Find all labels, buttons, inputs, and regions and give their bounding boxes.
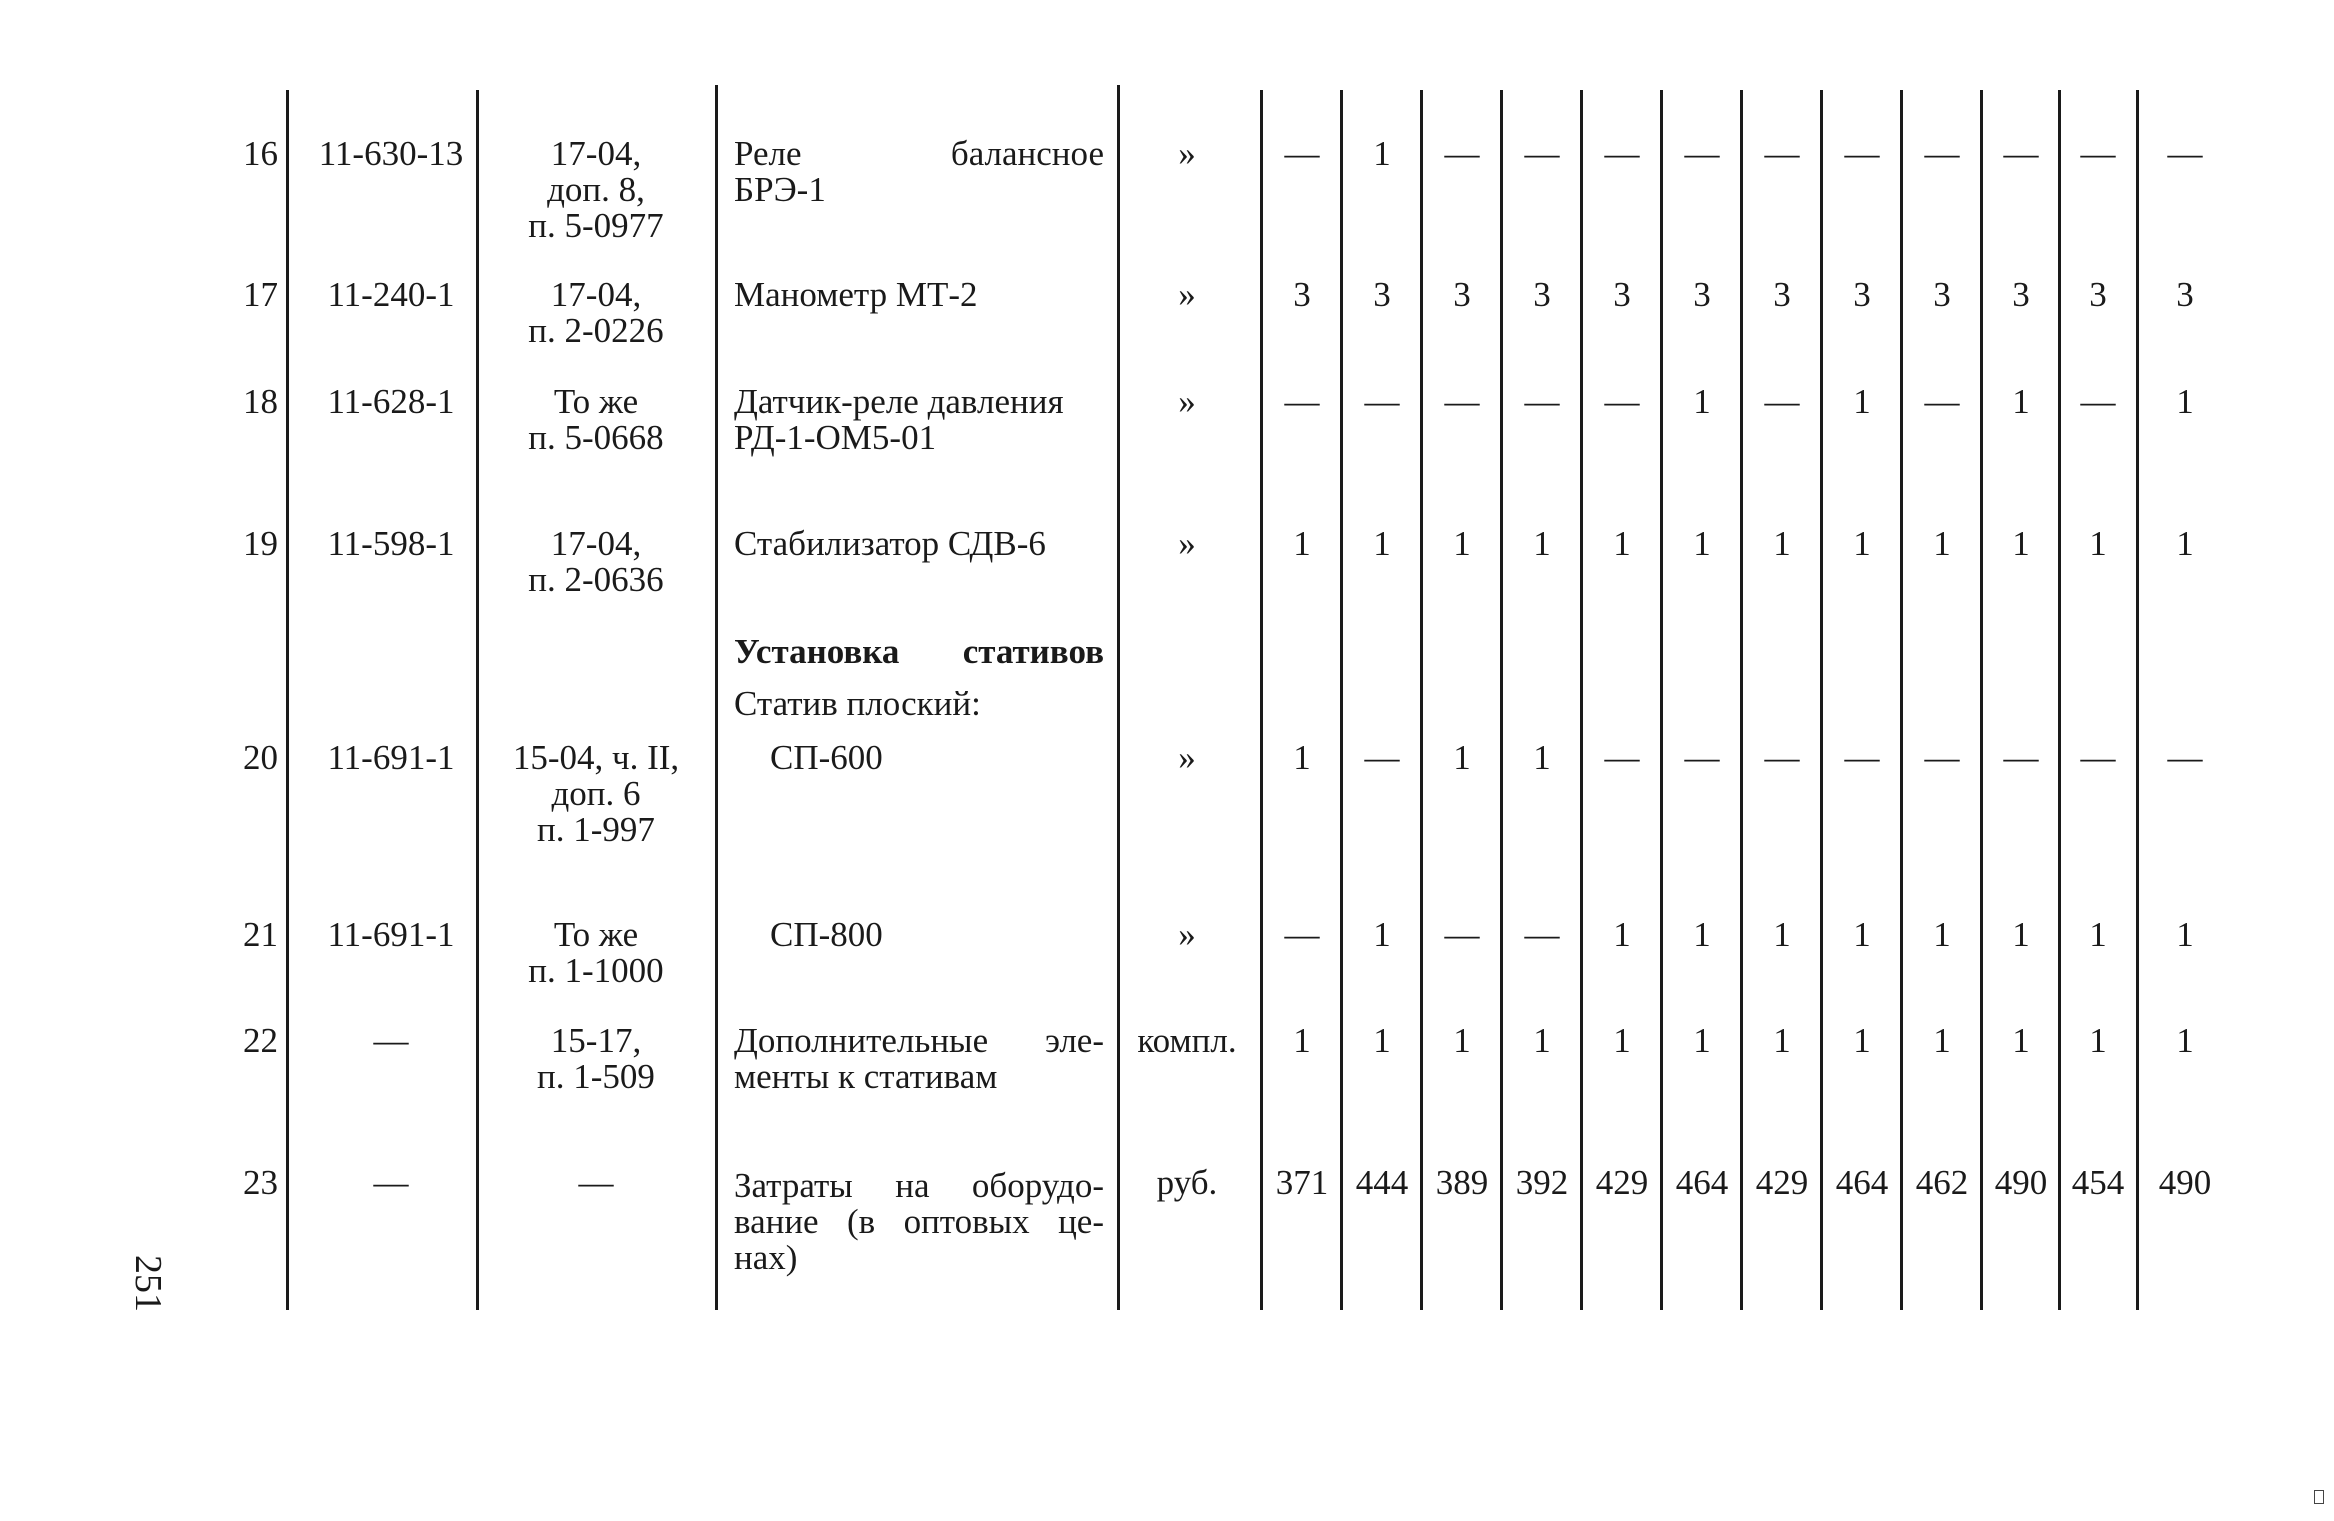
price-ref-line: п. 5-0977: [528, 206, 664, 245]
value-cell: —: [1924, 134, 1960, 173]
column-rule: [1900, 90, 1903, 1310]
value-cell: 1: [1373, 1021, 1391, 1060]
value-cell: 3: [1373, 275, 1391, 314]
column-rule: [1660, 90, 1663, 1310]
item-description-line: Стабилизатор СДВ-6: [734, 524, 1046, 563]
value-cell: 490: [1994, 1163, 2048, 1202]
unit-cell: руб.: [1156, 1163, 1218, 1202]
value-cell: —: [1284, 382, 1320, 421]
value-cell: —: [1604, 382, 1640, 421]
value-cell: —: [2003, 738, 2039, 777]
row-number: 22: [243, 1021, 278, 1060]
column-rule: [1117, 85, 1120, 1310]
value-cell: 1: [1373, 134, 1391, 173]
value-cell: 371: [1275, 1163, 1329, 1202]
value-cell: 464: [1675, 1163, 1729, 1202]
value-cell: 1: [1533, 524, 1551, 563]
item-description-line: Затраты на оборудо-: [734, 1166, 1104, 1205]
value-cell: 464: [1835, 1163, 1889, 1202]
value-cell: 3: [1693, 275, 1711, 314]
value-cell: 1: [2176, 382, 2194, 421]
column-rule: [1260, 90, 1263, 1310]
item-description-line: Реле балансное: [734, 134, 1104, 173]
column-rule: [2136, 90, 2139, 1310]
column-rule: [1740, 90, 1743, 1310]
value-cell: 1: [1293, 524, 1311, 563]
value-cell: 1: [1853, 915, 1871, 954]
item-code: —: [373, 1021, 409, 1060]
unit-cell: компл.: [1137, 1021, 1237, 1060]
section-heading: Установка стативов: [734, 632, 1104, 671]
item-description-line: СП-800: [770, 915, 883, 954]
row-number: 18: [243, 382, 278, 421]
value-cell: 1: [1613, 915, 1631, 954]
value-cell: 1: [2012, 1021, 2030, 1060]
value-cell: —: [1604, 134, 1640, 173]
value-cell: —: [1524, 915, 1560, 954]
value-cell: 1: [1453, 1021, 1471, 1060]
value-cell: 1: [1373, 524, 1391, 563]
value-cell: —: [1284, 915, 1320, 954]
value-cell: 1: [1933, 524, 1951, 563]
value-cell: 1: [2012, 915, 2030, 954]
value-cell: 1: [1773, 524, 1791, 563]
item-description-line: РД-1-ОМ5-01: [734, 418, 937, 457]
value-cell: 392: [1515, 1163, 1569, 1202]
value-cell: 1: [1613, 1021, 1631, 1060]
item-code: 11-628-1: [327, 382, 455, 421]
value-cell: 1: [1293, 738, 1311, 777]
column-rule: [476, 90, 479, 1310]
value-cell: 1: [2176, 1021, 2194, 1060]
unit-cell: »: [1178, 524, 1196, 563]
item-code: 11-598-1: [327, 524, 455, 563]
column-rule: [1340, 90, 1343, 1310]
value-cell: 454: [2071, 1163, 2125, 1202]
value-cell: —: [2080, 382, 2116, 421]
value-cell: 429: [1595, 1163, 1649, 1202]
value-cell: —: [1364, 382, 1400, 421]
section-subheading: Статив плоский:: [734, 684, 981, 723]
price-ref-line: п. 1-509: [537, 1057, 655, 1096]
value-cell: —: [1524, 382, 1560, 421]
column-rule: [1820, 90, 1823, 1310]
price-ref-line: 15-17,: [550, 1021, 642, 1060]
column-rule: [1500, 90, 1503, 1310]
item-description-line: нах): [734, 1238, 798, 1277]
value-cell: 3: [1453, 275, 1471, 314]
value-cell: 1: [1853, 524, 1871, 563]
value-cell: —: [2003, 134, 2039, 173]
value-cell: 1: [1693, 382, 1711, 421]
unit-cell: »: [1178, 134, 1196, 173]
value-cell: —: [1364, 738, 1400, 777]
item-description-line: СП-600: [770, 738, 883, 777]
value-cell: —: [1924, 382, 1960, 421]
price-ref-line: доп. 6: [551, 774, 641, 813]
column-rule: [1980, 90, 1983, 1310]
value-cell: —: [1844, 738, 1880, 777]
value-cell: 1: [1773, 915, 1791, 954]
value-cell: 1: [1293, 1021, 1311, 1060]
value-cell: —: [2167, 134, 2203, 173]
value-cell: 1: [2012, 382, 2030, 421]
row-number: 16: [243, 134, 278, 173]
price-ref-line: —: [578, 1163, 614, 1202]
item-description-line: Датчик-реле давления: [734, 382, 1064, 421]
value-cell: —: [1924, 738, 1960, 777]
item-description-line: менты к стативам: [734, 1057, 998, 1096]
value-cell: 1: [1853, 1021, 1871, 1060]
unit-cell: »: [1178, 738, 1196, 777]
item-description-line: вание (в оптовых це-: [734, 1202, 1104, 1241]
row-number: 20: [243, 738, 278, 777]
value-cell: 3: [1853, 275, 1871, 314]
value-cell: 1: [2089, 524, 2107, 563]
item-code: 11-630-13: [318, 134, 464, 173]
column-rule: [2058, 90, 2061, 1310]
value-cell: 3: [1933, 275, 1951, 314]
value-cell: —: [1764, 738, 1800, 777]
value-cell: —: [1764, 134, 1800, 173]
unit-cell: »: [1178, 915, 1196, 954]
value-cell: —: [1844, 134, 1880, 173]
value-cell: 1: [1693, 524, 1711, 563]
price-ref-line: 15-04, ч. II,: [512, 738, 680, 777]
value-cell: 1: [1533, 1021, 1551, 1060]
column-rule: [286, 90, 289, 1310]
value-cell: —: [1284, 134, 1320, 173]
item-description-line: Дополнительные эле-: [734, 1021, 1104, 1060]
value-cell: 1: [2089, 915, 2107, 954]
value-cell: 1: [2176, 524, 2194, 563]
value-cell: 490: [2158, 1163, 2212, 1202]
value-cell: 1: [1773, 1021, 1791, 1060]
item-code: 11-240-1: [327, 275, 455, 314]
item-description-line: БРЭ-1: [734, 170, 826, 209]
row-number: 19: [243, 524, 278, 563]
row-number: 23: [243, 1163, 278, 1202]
value-cell: —: [1684, 134, 1720, 173]
value-cell: 3: [1293, 275, 1311, 314]
value-cell: 1: [2012, 524, 2030, 563]
value-cell: 3: [1613, 275, 1631, 314]
item-code: —: [373, 1163, 409, 1202]
value-cell: 3: [2012, 275, 2030, 314]
value-cell: 1: [1933, 915, 1951, 954]
value-cell: 1: [1933, 1021, 1951, 1060]
value-cell: 389: [1435, 1163, 1489, 1202]
price-ref-line: То же: [553, 915, 639, 954]
unit-cell: »: [1178, 275, 1196, 314]
price-ref-line: доп. 8,: [547, 170, 645, 209]
item-description-line: Манометр МТ-2: [734, 275, 978, 314]
price-ref-line: 17-04,: [550, 134, 642, 173]
value-cell: 3: [1533, 275, 1551, 314]
value-cell: 429: [1755, 1163, 1809, 1202]
value-cell: 1: [1693, 1021, 1711, 1060]
value-cell: 3: [2176, 275, 2194, 314]
price-ref-line: п. 5-0668: [528, 418, 664, 457]
price-ref-line: п. 2-0636: [528, 560, 664, 599]
value-cell: 3: [2089, 275, 2107, 314]
value-cell: 1: [1853, 382, 1871, 421]
value-cell: 1: [2176, 915, 2194, 954]
unit-cell: »: [1178, 382, 1196, 421]
value-cell: —: [1524, 134, 1560, 173]
price-ref-line: п. 1-997: [537, 810, 655, 849]
value-cell: 1: [1453, 524, 1471, 563]
value-cell: —: [1444, 134, 1480, 173]
value-cell: —: [1684, 738, 1720, 777]
column-rule: [715, 85, 718, 1310]
value-cell: —: [2167, 738, 2203, 777]
value-cell: —: [2080, 134, 2116, 173]
value-cell: 462: [1915, 1163, 1969, 1202]
value-cell: 1: [1373, 915, 1391, 954]
item-code: 11-691-1: [327, 738, 455, 777]
value-cell: 1: [1533, 738, 1551, 777]
price-ref-line: п. 2-0226: [528, 311, 664, 350]
value-cell: —: [1604, 738, 1640, 777]
value-cell: 1: [1693, 915, 1711, 954]
value-cell: —: [1444, 915, 1480, 954]
value-cell: —: [1764, 382, 1800, 421]
item-code: 11-691-1: [327, 915, 455, 954]
value-cell: 1: [2089, 1021, 2107, 1060]
price-ref-line: 17-04,: [550, 275, 642, 314]
column-rule: [1580, 90, 1583, 1310]
price-ref-line: То же: [553, 382, 639, 421]
value-cell: —: [2080, 738, 2116, 777]
scan-edge-mark: [2314, 1490, 2324, 1504]
row-number: 21: [243, 915, 278, 954]
value-cell: 1: [1453, 738, 1471, 777]
value-cell: 3: [1773, 275, 1791, 314]
price-ref-line: 17-04,: [550, 524, 642, 563]
price-ref-line: п. 1-1000: [528, 951, 664, 990]
row-number: 17: [243, 275, 278, 314]
page-number: 251: [127, 1255, 169, 1312]
value-cell: 1: [1613, 524, 1631, 563]
value-cell: —: [1444, 382, 1480, 421]
value-cell: 444: [1355, 1163, 1409, 1202]
column-rule: [1420, 90, 1423, 1310]
